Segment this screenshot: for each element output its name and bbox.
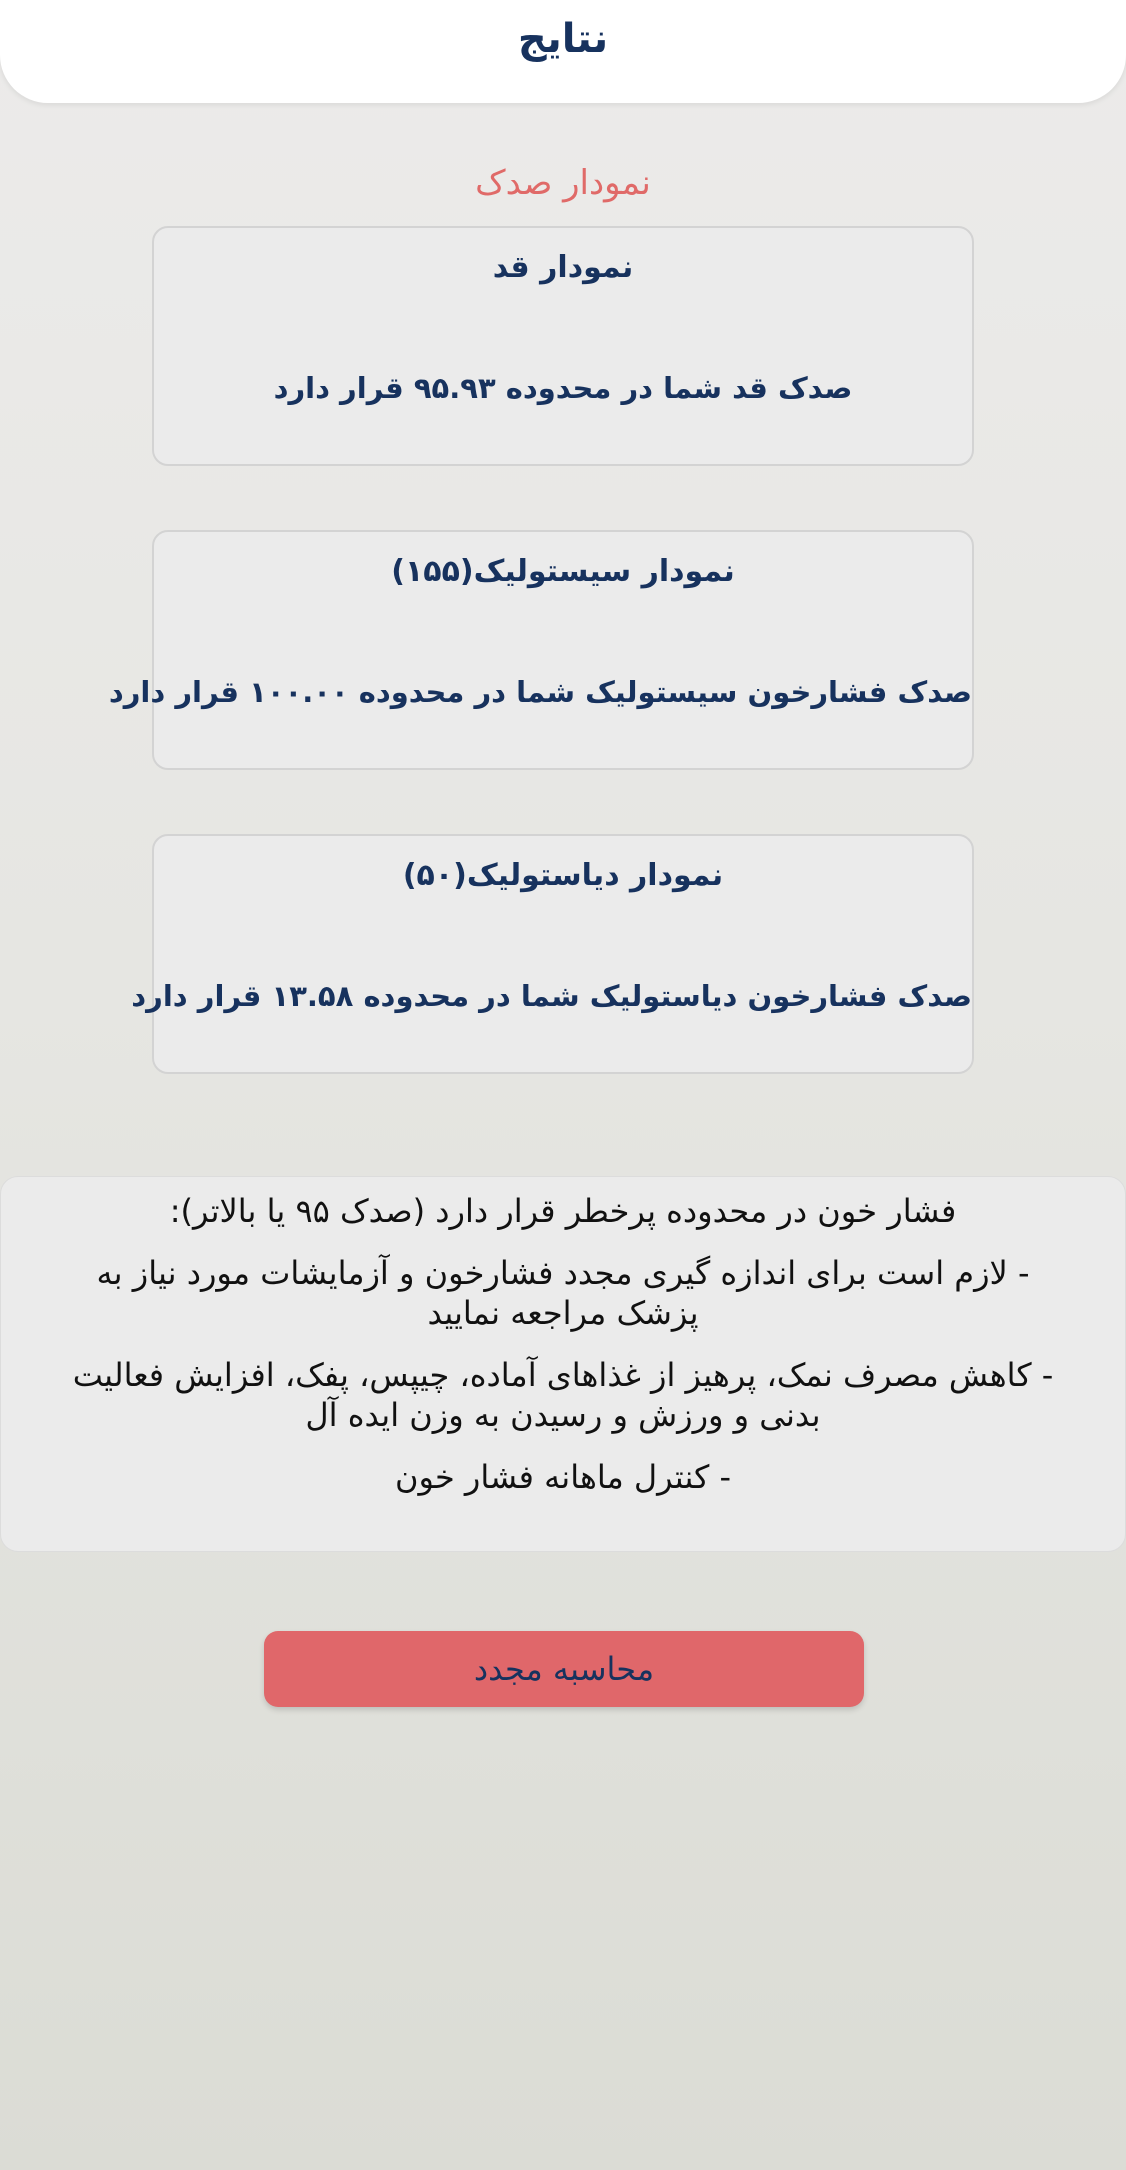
diastolic-chart-title: نمودار دیاستولیک(۵۰)	[402, 858, 724, 893]
advice-box	[0, 1176, 1126, 1552]
height-chart-title: نمودار قد	[492, 250, 634, 285]
advice-heading: فشار خون در محدوده پرخطر قرار دارد (صدک ۹۵ یا بالاتر):	[169, 1192, 957, 1230]
diastolic-chart-card[interactable]	[131, 834, 974, 1074]
results-header	[0, 0, 1126, 103]
systolic-chart-card[interactable]	[108, 530, 974, 770]
advice-item: - کاهش مصرف نمک، پرهیز از غذاهای آماده، چیپس، پفک، افزایش فعالیت بدنی و ورزش و رسیدن به وزن ایده آل	[72, 1356, 1054, 1434]
page-title: نتایج	[517, 16, 609, 62]
recalculate-button[interactable]: محاسبه مجدد	[264, 1631, 864, 1707]
systolic-chart-title: نمودار سیستولیک(۱۵۵)	[391, 554, 735, 589]
percentile-chart-section-title: نمودار صدک	[475, 163, 651, 203]
height-chart-card[interactable]	[152, 226, 974, 466]
advice-item: - کنترل ماهانه فشار خون	[394, 1458, 732, 1496]
systolic-percentile-text: صدک فشارخون سیستولیک شما در محدوده ۱۰۰.۰۰ قرار دارد	[108, 675, 972, 709]
diastolic-percentile-text: صدک فشارخون دیاستولیک شما در محدوده ۱۳.۵۸ قرار دارد	[131, 979, 972, 1013]
advice-item: - لازم است برای اندازه گیری مجدد فشارخون و آزمایشات مورد نیاز به پزشک مراجعه نمایید	[96, 1254, 1030, 1332]
height-percentile-text: صدک قد شما در محدوده ۹۵.۹۳ قرار دارد	[273, 371, 853, 405]
